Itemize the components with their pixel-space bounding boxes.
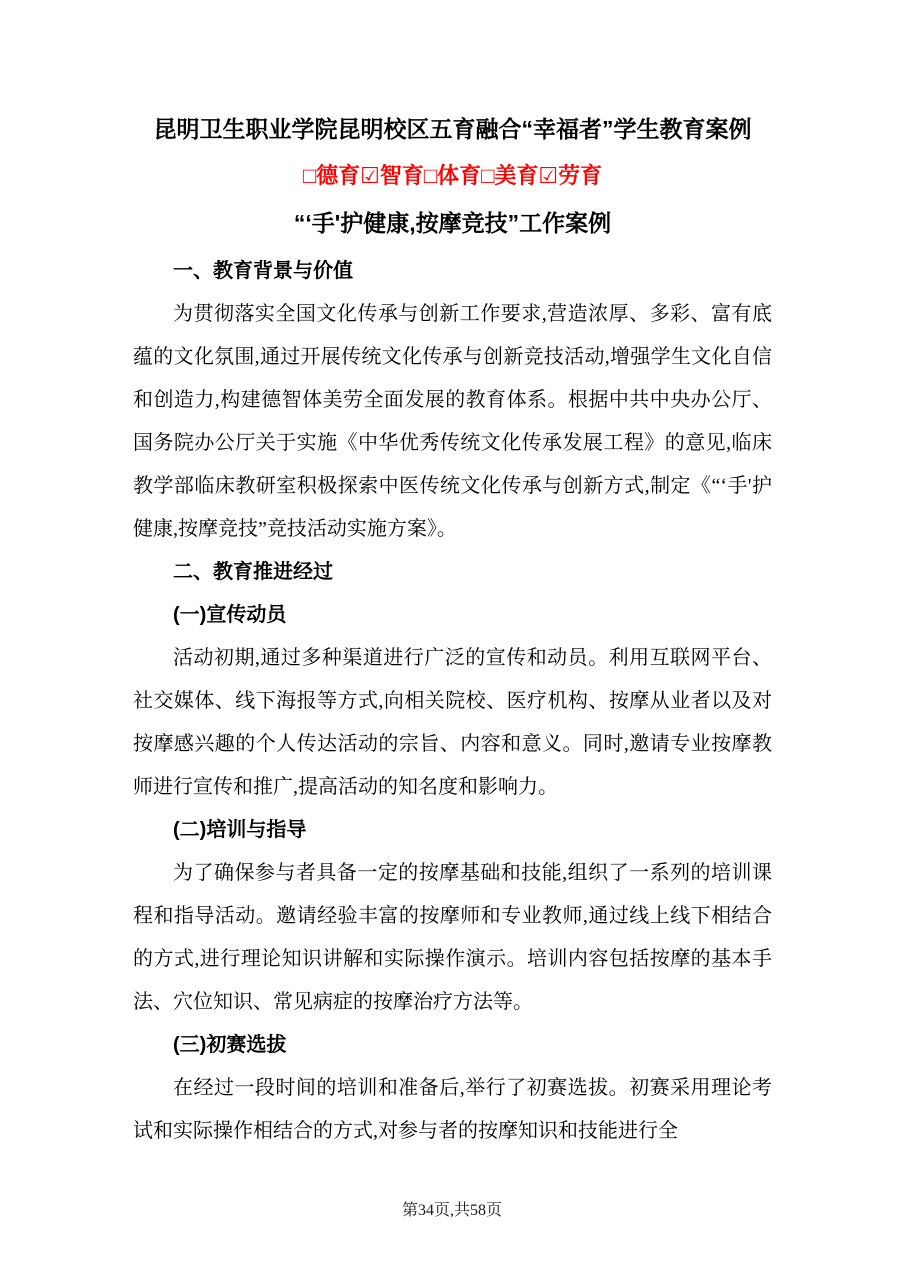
subheading-preliminary: (三)初赛选拔 [173, 1034, 287, 1056]
section-heading-process: 二、教育推进经过 [173, 561, 333, 583]
paragraph-preliminary: 在经过一段时间的培训和准备后,举行了初赛选拔。初赛采用理论考试和实际操作相结合的方式,对参与者的按摩知识和技能进行全 [133, 1077, 772, 1142]
page-number-footer: 第34页,共58页 [401, 1202, 502, 1219]
document-subtitle: “‘手'护健康,按摩竞技”工作案例 [293, 210, 612, 236]
paragraph-training: 为了确保参与者具备一定的按摩基础和技能,组织了一系列的培训课程和指导活动。邀请经验丰富的按摩师和专业教师,通过线上线下相结合的方式,进行理论知识讲解和实际操作演示。培训内容包括按摩的基本手法、穴位知识、常见病症的按摩治疗方法等。 [133, 862, 772, 1013]
subheading-training: (二)培训与指导 [173, 819, 307, 841]
five-education-checkbox-line: □德育☑智育□体育□美育☑劳育 [302, 163, 603, 188]
paragraph-publicity: 活动初期,通过多种渠道进行广泛的宣传和动员。利用互联网平台、社交媒体、线下海报等方式,向相关院校、医疗机构、按摩从业者以及对按摩感兴趣的个人传达活动的宗旨、内容和意义。同时,邀请专业按摩教师进行宣传和推广,提高活动的知名度和影响力。 [133, 647, 772, 798]
document-body [133, 250, 772, 1153]
document-title: 昆明卫生职业学院昆明校区五育融合“幸福者”学生教育案例 [153, 116, 752, 142]
section-heading-background-value: 一、教育背景与价值 [173, 260, 353, 282]
paragraph-background-value: 为贯彻落实全国文化传承与创新工作要求,营造浓厚、多彩、富有底蕴的文化氛围,通过开展传统文化传承与创新竞技活动,增强学生文化自信和创造力,构建德智体美劳全面发展的教育体系。根据中共中央办公厅、国务院办公厅关于实施《中华优秀传统文化传承发展工程》的意见,临床教学部临床教研室积极探索中医传统文化传承与创新方式,制定《“‘手'护健康,按摩竞技”竞技活动实施方案》。 [133, 303, 772, 540]
subheading-publicity: (一)宣传动员 [173, 604, 287, 626]
